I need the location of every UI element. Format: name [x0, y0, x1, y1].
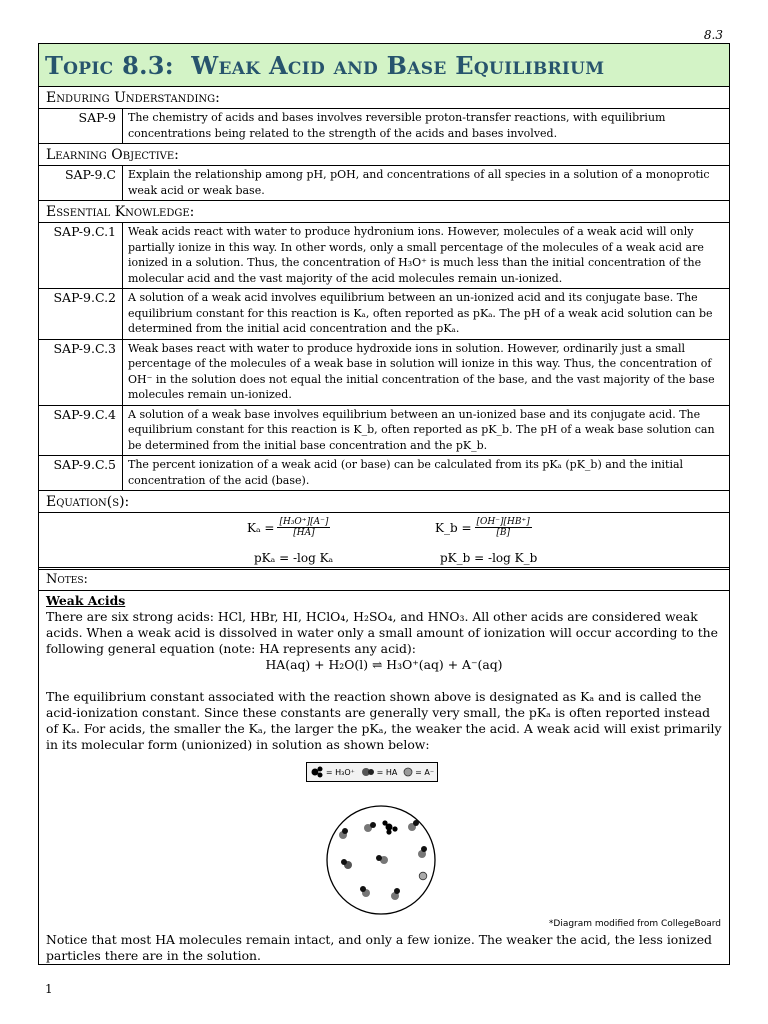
pkb-equation: pK_b = -log K_b	[440, 551, 538, 565]
diagram-credit: *Diagram modified from CollegeBoard	[548, 919, 721, 929]
legend-item-a	[403, 766, 434, 778]
solution-diagram	[316, 804, 446, 916]
enduring-row	[39, 109, 729, 144]
equations-heading: Equation(s):	[39, 491, 729, 513]
page-number: 1	[45, 982, 53, 996]
knowledge-code: SAP-9.C.1	[39, 223, 123, 288]
knowledge-text: Weak acids react with water to produce hydronium ions. However, molecules of a weak acid will only partially ionize in this way. In other words, only a small percentage of the molecules of a weak acid are ionized in a solution. Thus, the concentration of H₃O⁺ is much less than the initial concentration of the molecular acid and the vast majority of the acid molecules remain un-ionized.	[128, 225, 704, 285]
h3o-molecule-icon	[310, 766, 324, 778]
enduring-text: The chemistry of acids and bases involves reversible proton-transfer reactions, with equilibrium concentrations being related to the strength of the acids and bases involved.	[128, 111, 666, 140]
ka-denominator: [HA]	[293, 528, 315, 538]
knowledge-text: A solution of a weak base involves equilibrium between an un-ionized base and its conjugate acid. The equilibrium constant for this reaction is K_b, often reported as pK_b. The pH of a weak base solution can be determined from the initial base concentration and the pK_b.	[128, 407, 715, 452]
legend-label: = HA	[376, 767, 398, 777]
knowledge-code: SAP-9.C.3	[39, 340, 123, 405]
ka-equation	[247, 517, 330, 538]
equations-area	[39, 513, 729, 569]
knowledge-row	[39, 456, 729, 491]
particle-legend	[306, 762, 438, 782]
enduring-heading: Enduring Understanding:	[39, 87, 729, 109]
kb-numerator: [OH⁻][HB⁺]	[476, 517, 530, 527]
enduring-code: SAP-9	[39, 109, 123, 143]
ka-fraction	[277, 517, 330, 538]
notes-closing-paragraph: Notice that most HA molecules remain intact, and only a few ionize. The weaker the acid, the less ionized particles there are in the solution.	[46, 932, 712, 963]
kb-fraction	[475, 517, 532, 538]
kb-denominator: [B]	[496, 528, 510, 538]
notes-body	[39, 591, 729, 753]
kb-equation	[435, 517, 532, 538]
ha-molecule-icon	[361, 766, 375, 778]
knowledge-heading: Essential Knowledge:	[39, 201, 729, 223]
knowledge-code: SAP-9.C.5	[39, 456, 123, 490]
a-ion	[419, 872, 427, 880]
title-bar	[39, 44, 729, 87]
ka-label: Kₐ =	[247, 520, 275, 535]
framework-table	[38, 43, 730, 570]
objective-row	[39, 166, 729, 201]
knowledge-row	[39, 406, 729, 457]
knowledge-code: SAP-9.C.2	[39, 289, 123, 339]
knowledge-code: SAP-9.C.4	[39, 406, 123, 456]
knowledge-row	[39, 289, 729, 340]
knowledge-row	[39, 223, 729, 289]
notes-paragraph-1: There are six strong acids: HCl, HBr, HI, HClO₄, H₂SO₄, and HNO₃. All other acids are considered weak acids. When a weak acid is dissolved in water only a small amount of ionization will occur according to the following general equation (note: HA represents any acid):	[46, 609, 718, 656]
notes-paragraph-2: The equilibrium constant associated with the reaction shown above is designated as Kₐ and is called the acid-ionization constant. Since these constants are generally very small, the pKₐ is often reported instead of Kₐ. For acids, the smaller the Kₐ, the larger the pKₐ, the weaker the acid. A weak acid will exist primarily in its molecular form (unionized) in solution as shown below:	[46, 689, 722, 752]
legend-item-h3o	[310, 766, 355, 778]
objective-heading: Learning Objective:	[39, 144, 729, 166]
spacer	[46, 673, 722, 689]
knowledge-text: The percent ionization of a weak acid (or base) can be calculated from its pKₐ (pK_b) and the initial concentration of the acid (base).	[128, 458, 684, 487]
pka-equation: pKₐ = -log Kₐ	[254, 551, 334, 565]
legend-label: = A⁻	[415, 767, 435, 777]
kb-label: K_b =	[435, 520, 472, 535]
legend-item-ha	[361, 766, 398, 778]
knowledge-text: A solution of a weak acid involves equilibrium between an un-ionized acid and its conjugate base. The equilibrium constant for this reaction is Kₐ, often reported as pKₐ. The pH of a weak acid solution can be determined from the initial acid concentration and the pKₐ.	[128, 291, 713, 335]
knowledge-text: Weak bases react with water to produce hydroxide ions in solution. However, ordinarily just a small percentage of the molecules of a weak base in solution will ionize in this way. Thus, the concentration of OH⁻ in the solution does not equal the initial concentration of the base, and the vast majority of the base molecules remain un-ionized.	[128, 341, 715, 401]
a-ion-icon	[403, 766, 413, 778]
objective-text: Explain the relationship among pH, pOH, and concentrations of all species in a solution of a monoprotic weak acid or weak base.	[128, 168, 710, 197]
legend-label: = H₃O⁺	[325, 767, 355, 777]
title-subject: Weak Acid and Base Equilibrium	[191, 50, 605, 80]
ka-numerator: [H₃O⁺][A⁻]	[279, 517, 329, 527]
knowledge-row	[39, 340, 729, 406]
title-topic: Topic 8.3:	[45, 50, 174, 80]
notes-box	[38, 567, 730, 965]
objective-code: SAP-9.C	[39, 166, 123, 200]
notes-heading: Notes:	[39, 568, 729, 591]
ionization-equation: HA(aq) + H₂O(l) ⇌ H₃O⁺(aq) + A⁻(aq)	[265, 657, 503, 672]
weak-acids-subheading: Weak Acids	[46, 593, 126, 608]
page-title	[45, 51, 604, 80]
page-label: 8.3	[703, 28, 723, 42]
